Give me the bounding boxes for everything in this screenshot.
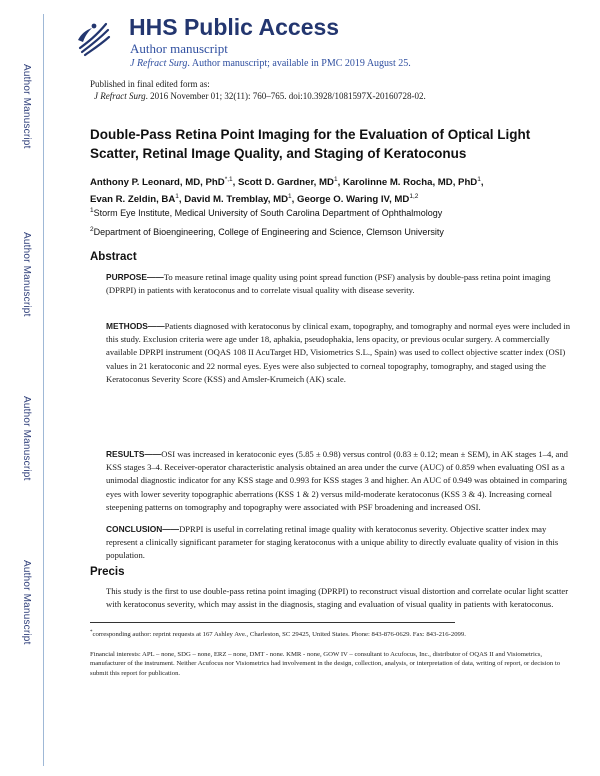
author-name: Evan R. Zeldin, BA: [90, 194, 176, 206]
author-affiliation-mark: 1: [333, 176, 338, 183]
footnote-mark: *: [90, 630, 93, 635]
hhs-public-access-title: HHS Public Access: [129, 14, 340, 40]
precis-heading: Precis: [90, 566, 125, 578]
results-label: RESULTS——: [106, 449, 162, 459]
abstract-conclusion: [106, 523, 576, 563]
purpose-label: PURPOSE——: [106, 272, 164, 282]
author-separator: ,: [480, 177, 484, 189]
publication-citation: [94, 91, 426, 101]
author-manuscript-label: Author manuscript: [130, 41, 228, 56]
author-separator: ,: [337, 177, 343, 189]
affiliation-text: Storm Eye Institute, Medical University of South Carolina Department of Ophthalmology: [93, 208, 443, 218]
published-label: Published in final edited form as:: [90, 79, 210, 89]
corresponding-author-note: [90, 628, 570, 640]
author-separator: ,: [232, 177, 238, 189]
journal-name: J Refract Surg: [130, 58, 188, 69]
abstract-purpose: [106, 271, 576, 297]
precis-text: This study is the first to use double-pass retina point imaging (DPRPI) to reconstruct visual distortion and correlate ocular light scatter with keratoconus severity, which may assist in the diagnosis, staging and evaluation of visual quality in patients with keratoconus.: [106, 586, 569, 610]
sidebar-label-author-manuscript: Author Manuscript: [21, 560, 32, 645]
abstract-methods: [106, 320, 576, 386]
citation-journal: J Refract Surg: [94, 91, 146, 101]
corresponding-author-text: corresponding author: reprint requests at 167 Ashley Ave., Charleston, SC 29425, United States. Phone: 843-876-0629. Fax: 843-216-2099.: [92, 631, 466, 639]
methods-label: METHODS——: [106, 321, 165, 331]
journal-availability: [130, 58, 411, 69]
author-name: Karolinne M. Rocha, MD, PhD: [342, 177, 478, 189]
author-affiliation-mark: 1: [175, 193, 179, 201]
author-separator: ,: [291, 194, 298, 206]
results-text: OSI was increased in keratoconic eyes (5.85 ± 0.98) versus control (0.83 ± 0.12; mean ± SEM), in AK stages 1–4, and KSS stages 3–4. Receiver-operator characteristic analysis obtained an area under the curve (AUC) of 0.859 when evaluating OSI as a unimodal diagnostic indicator for any KSS stage and 0.993 for KSS stages 3 and higher. An AUC of 0.949 was obtained in comparing eyes with lower severity topographic aberrations (KSS 1 & 2) versus mild-moderate keratoconus (KSS 3 & 4). Increasing corneal steepening patterns on tomography and topography were associated with PSF broadening and increased OSI.: [106, 449, 568, 512]
author-name: David M. Tremblay, MD: [184, 194, 289, 206]
affiliation-mark: 1: [90, 207, 94, 214]
methods-text: Patients diagnosed with keratoconus by clinical exam, topography, and tomography and normal eyes were included in this study. Exclusion criteria were age under 18, aphakia, pseudophakia, lens opacity, or previous ocular surgery. A commercially available DPRPI instrument (OQAS 108 II AcuTarget HD, Visiometrics S.L., Spain) was used to collect objective scatter index (OSI) values in 21 keratoconic and 22 normal eyes. Eyes were also subjected to corneal topography, tomography, and staged using the Keratoconus Severity Score (KSS) and Amsler-Krumeich (AK) scale.: [106, 321, 571, 384]
affiliation-mark: 2: [90, 226, 94, 233]
sidebar-label-author-manuscript: Author Manuscript: [21, 64, 32, 149]
sidebar-divider: [43, 14, 44, 766]
conclusion-text: DPRPI is useful in correlating retinal image quality with keratoconus severity. Objective scatter index may represent a clinically significant parameter for staging keratoconus with a unique ability to directly evaluate quality of vision in this population.: [106, 524, 559, 561]
paper-title: Double-Pass Retina Point Imaging for the Evaluation of Optical Light Scatter, Retinal Image Quality, and Staging of Keratoconus: [90, 127, 531, 161]
hhs-eagle-icon: [74, 18, 112, 58]
author-separator: ,: [178, 194, 185, 206]
affiliation: [90, 226, 580, 237]
affiliation: [90, 207, 580, 218]
purpose-text: To measure retinal image quality using point spread function (PSF) analysis by double-pass retina point imaging (DPRPI) in patients with keratoconus and to correlate visual quality with disease severity.: [106, 272, 551, 296]
author-name: George O. Waring IV, MD: [297, 194, 410, 206]
sidebar-label-author-manuscript: Author Manuscript: [21, 232, 32, 317]
author-affiliation-mark: 1: [477, 176, 481, 183]
footnote-divider: [90, 622, 455, 623]
author-name: Scott D. Gardner, MD: [237, 177, 334, 189]
conclusion-label: CONCLUSION——: [106, 524, 180, 534]
affiliation-text: Department of Bioengineering, College of Engineering and Science, Clemson University: [93, 227, 444, 237]
availability-text: . Author manuscript; available in PMC 2019 August 25.: [187, 58, 411, 69]
abstract-results: [106, 448, 576, 514]
author-name: Anthony P. Leonard, MD, PhD: [90, 177, 225, 189]
author-affiliation-mark: 1: [288, 193, 292, 201]
citation-details: . 2016 November 01; 32(11): 760–765. doi:10.3928/1081597X-20160728-02.: [145, 91, 426, 101]
author-affiliation-mark: *,1: [224, 176, 233, 183]
author-affiliation-mark: 1,2: [409, 193, 419, 201]
sidebar-label-author-manuscript: Author Manuscript: [21, 396, 32, 481]
author-list: [90, 173, 580, 207]
financial-interests-note: Financial interests: APL – none, SDG – none, ERZ – none, DMT - none. KMR - none, GOW IV – consultant to Acufocus, Inc., distributor of OQAS II and Visiometrics, manufacturer of the instrument. Neither Acufocus nor Visiometrics had involvement in the design, collection, analysis, or interpretation of data, writing of report, or decision to submit this report for publication.: [90, 651, 561, 677]
abstract-heading: Abstract: [90, 251, 137, 263]
